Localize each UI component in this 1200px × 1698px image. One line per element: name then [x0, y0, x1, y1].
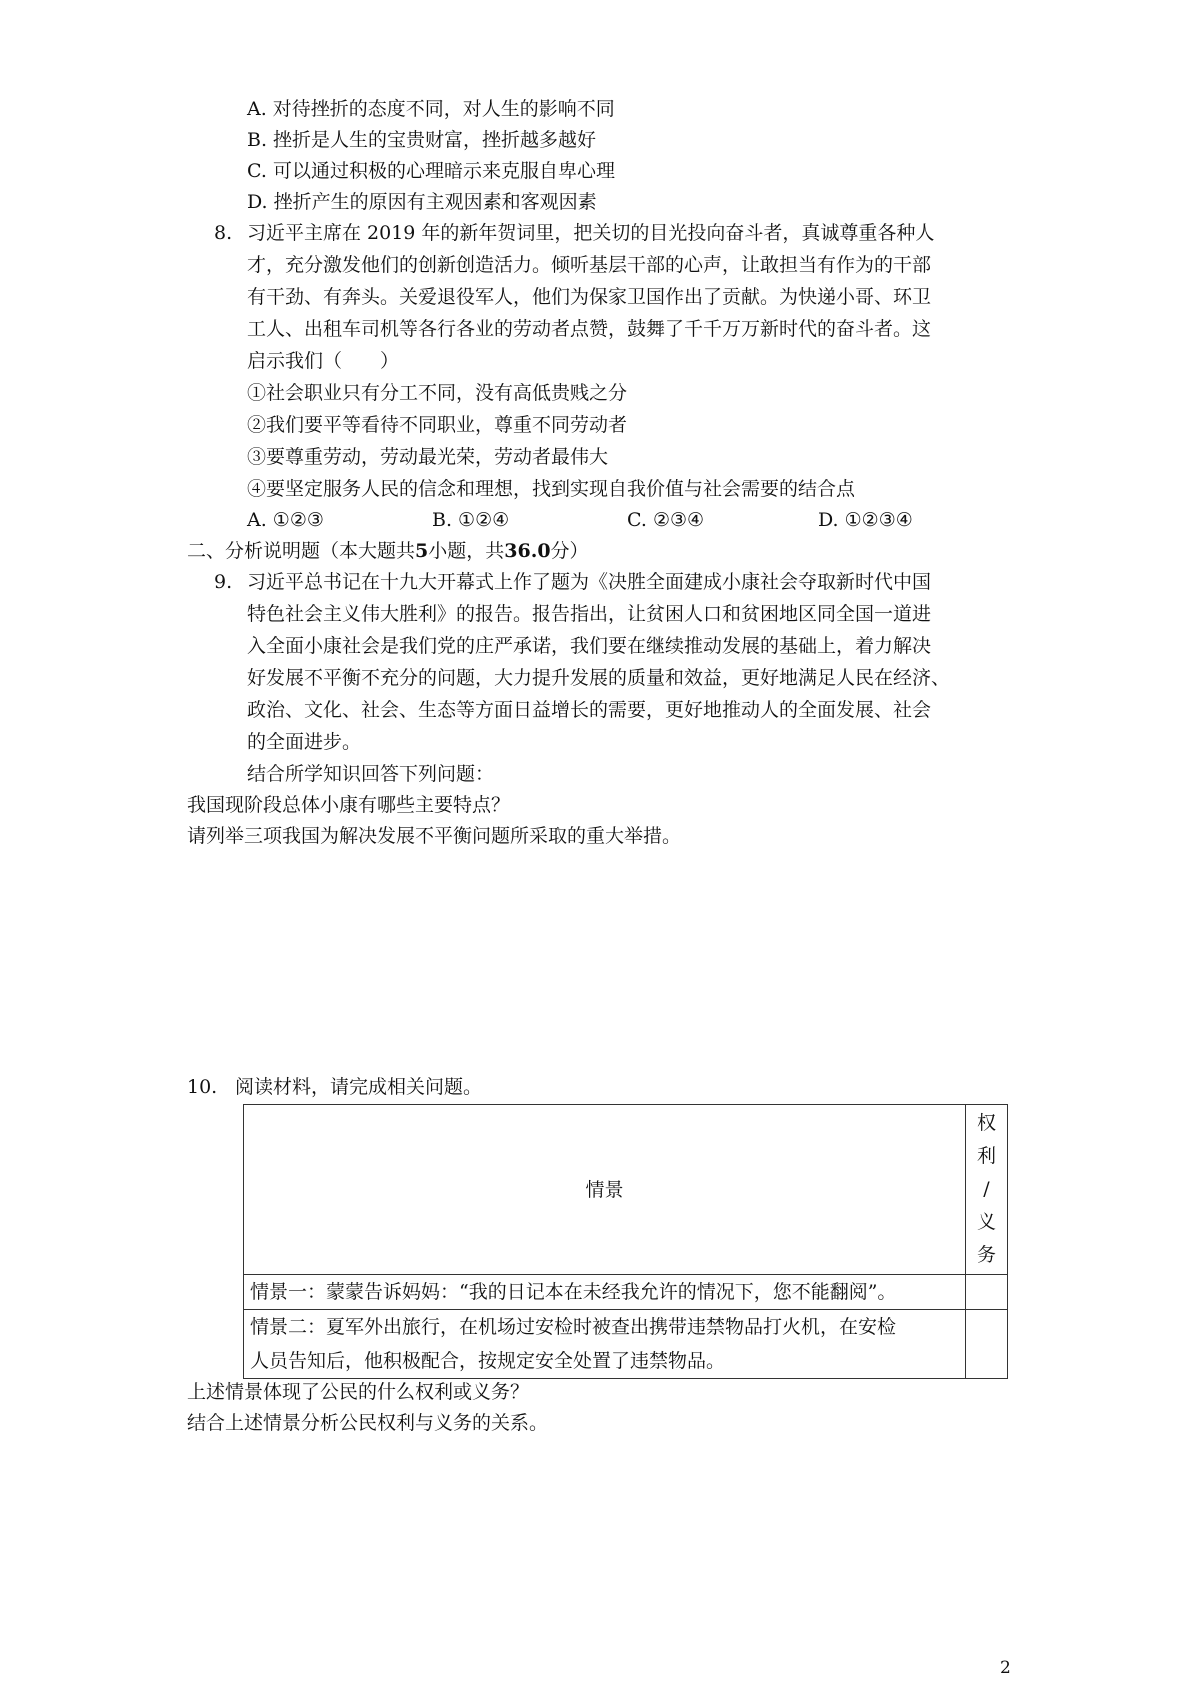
q10-subquestion-1: 上述情景体现了公民的什么权利或义务？ [187, 1381, 530, 1403]
q7-option-b: B. 挫折是人生的宝贵财富，挫折越多越好 [247, 129, 597, 151]
scene-2-cell [244, 1310, 966, 1379]
q8-stem-line: 工人、出租车司机等各行各业的劳动者点赞，鼓舞了千千万万新时代的奋斗者。这 [247, 318, 932, 340]
scene-2-text-line: 情景二：夏军外出旅行，在机场过安检时被查出携带违禁物品打火机，在安检 [250, 1316, 897, 1338]
q8-statement: ①社会职业只有分工不同，没有高低贵贱之分 [247, 382, 628, 404]
q8-choice-b: B. ①②④ [432, 509, 510, 531]
q9-stem-line: 的全面进步。 [247, 731, 362, 753]
section-question-count: 5 [415, 540, 429, 562]
table-header-scene: 情景 [244, 1105, 966, 1275]
header-char: 利 [976, 1145, 996, 1167]
section-heading [187, 536, 589, 566]
table-header-rights-duties [966, 1105, 1008, 1275]
header-char: 权 [976, 1112, 996, 1134]
q9-stem-line: 政治、文化、社会、生态等方面日益增长的需要，更好地推动人的全面发展、社会 [247, 699, 932, 721]
q8-choice-c: C. ②③④ [627, 509, 705, 531]
q7-option-d: D. 挫折产生的原因有主观因素和客观因素 [247, 191, 597, 213]
q10-intro: 阅读材料，请完成相关问题。 [235, 1076, 483, 1098]
table-row [244, 1275, 1008, 1310]
answer-cell-1 [966, 1275, 1008, 1310]
page-number: 2 [1000, 1658, 1011, 1678]
q9-number: 9. [214, 571, 233, 593]
scene-2-text-line: 人员告知后，他积极配合，按规定安全处置了违禁物品。 [250, 1350, 726, 1372]
section-heading-middle: 小题，共 [428, 540, 505, 562]
rights-duties-table [243, 1104, 1008, 1379]
section-total-score: 36.0 [504, 540, 551, 562]
q8-choice-d: D. ①②③④ [818, 509, 913, 531]
answer-cell-2 [966, 1310, 1008, 1379]
q9-stem-line: 好发展不平衡不充分的问题，大力提升发展的质量和效益，更好地满足人民在经济、 [247, 667, 951, 689]
q8-stem-line: 有干劲、有奔头。关爱退役军人，他们为保家卫国作出了贡献。为快递小哥、环卫 [247, 286, 932, 308]
q9-instruction: 结合所学知识回答下列问题： [247, 763, 495, 785]
q9-subquestion-1: 我国现阶段总体小康有哪些主要特点？ [187, 794, 511, 816]
q8-choice-a: A. ①②③ [247, 509, 324, 531]
q8-stem-line: 习近平主席在 2019 年的新年贺词里，把关切的目光投向奋斗者，真诚尊重各种人 [247, 222, 935, 244]
q9-stem-line: 习近平总书记在十九大开幕式上作了题为《决胜全面建成小康社会夺取新时代中国 [247, 571, 932, 593]
scene-1-cell [244, 1275, 966, 1310]
table-row [244, 1310, 1008, 1379]
section-heading-suffix: 分） [550, 540, 589, 562]
q8-statement: ③要尊重劳动，劳动最光荣，劳动者最伟大 [247, 446, 609, 468]
q10-number: 10. [187, 1076, 218, 1098]
q8-stem-line: 启示我们（ ） [247, 350, 400, 372]
q9-subquestion-2: 请列举三项我国为解决发展不平衡问题所采取的重大举措。 [187, 825, 682, 847]
q9-stem-line: 特色社会主义伟大胜利》的报告。报告指出，让贫困人口和贫困地区同全国一道进 [247, 603, 932, 625]
scene-1-text: 情景一：蒙蒙告诉妈妈：“我的日记本在未经我允许的情况下，您不能翻阅”。 [250, 1281, 897, 1303]
q7-option-a: A. 对待挫折的态度不同，对人生的影响不同 [247, 98, 615, 120]
q8-number: 8. [214, 222, 233, 244]
q8-stem-line: 才，充分激发他们的创新创造活力。倾听基层干部的心声，让敢担当有作为的干部 [247, 254, 932, 276]
header-char: / [983, 1178, 990, 1200]
q8-statement: ④要坚定服务人民的信念和理想，找到实现自我价值与社会需要的结合点 [247, 478, 856, 500]
header-char: 义 [976, 1211, 996, 1233]
section-heading-prefix: 二、分析说明题（本大题共 [187, 540, 416, 562]
q10-subquestion-2: 结合上述情景分析公民权利与义务的关系。 [187, 1412, 549, 1434]
header-char: 务 [976, 1244, 996, 1266]
q8-statement: ②我们要平等看待不同职业，尊重不同劳动者 [247, 414, 628, 436]
q9-stem-line: 入全面小康社会是我们党的庄严承诺，我们要在继续推动发展的基础上，着力解决 [247, 635, 932, 657]
q7-option-c: C. 可以通过积极的心理暗示来克服自卑心理 [247, 160, 615, 182]
